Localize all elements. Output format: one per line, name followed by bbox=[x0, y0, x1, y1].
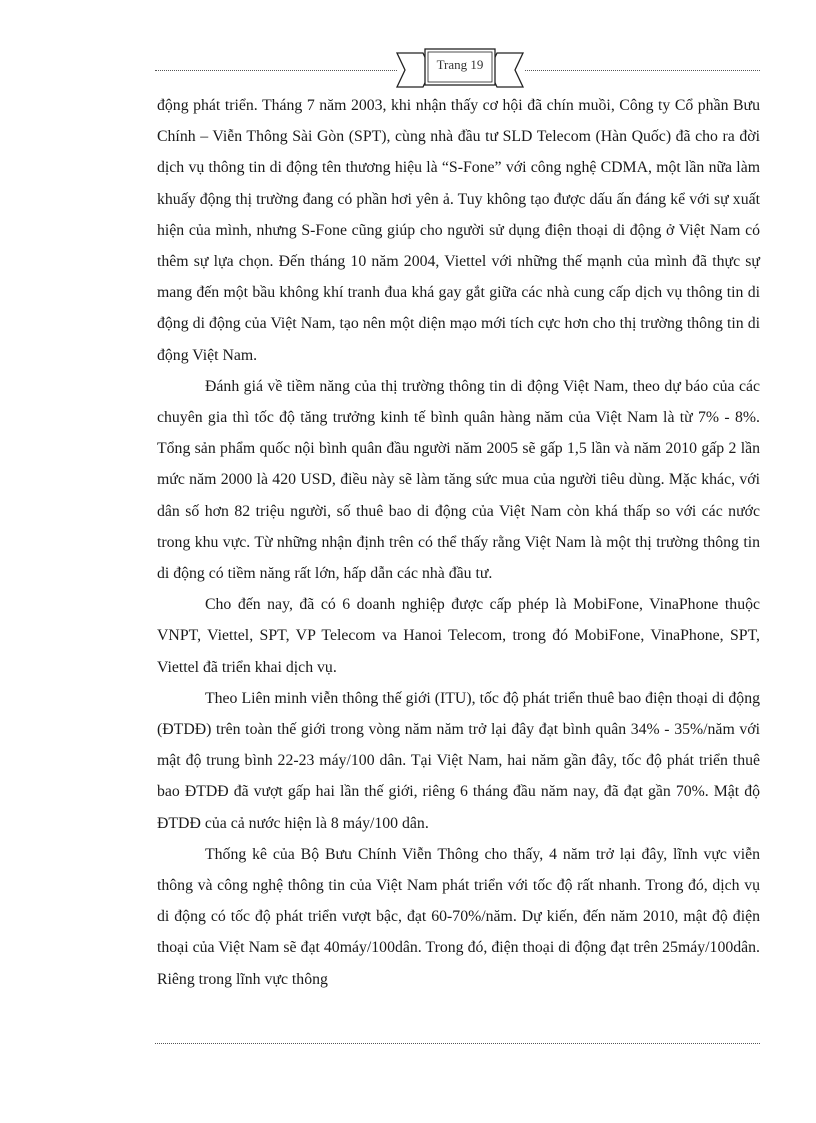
paragraph-market-potential: Đánh giá về tiềm năng của thị trường thông tin di động Việt Nam, theo dự báo của các chuyên gia thì tốc độ tăng trưởng kinh tế bình quân hàng năm của Việt Nam là từ 7% - 8%. Tổng sản phẩm quốc nội bình quân đầu người năm 2005 sẽ gấp 1,5 lần và năm 2010 gấp 2 lần mức năm 2000 là 420 USD, điều này sẽ làm tăng sức mua của người tiêu dùng. Mặc khác, với dân số hơn 82 triệu người, số thuê bao di động của Việt Nam còn khá thấp so với các nước trong khu vực. Từ những nhận định trên có thể thấy rằng Việt Nam là một thị trường thông tin di động có tiềm năng rất lớn, hấp dẫn các nhà đầu tư. bbox=[157, 377, 760, 583]
paragraph-licensed-operators: Cho đến nay, đã có 6 doanh nghiệp được cấp phép là MobiFone, VinaPhone thuộc VNPT, Viettel, SPT, VP Telecom va Hanoi Telecom, trong đó MobiFone, VinaPhone, SPT, Viettel đã triển khai dịch vụ. bbox=[157, 596, 760, 676]
paragraph-continuation: động phát triển. Tháng 7 năm 2003, khi nhận thấy cơ hội đã chín muồi, Công ty Cổ phần Bưu Chính – Viễn Thông Sài Gòn (SPT), cùng nhà đầu tư SLD Telecom (Hàn Quốc) đã cho ra đời dịch vụ thông tin di động tên thương hiệu là “S-Fone” với công nghệ CDMA, một lần nữa làm khuấy động thị trường đang có phần hơi yên ả. Tuy không tạo được dấu ấn đáng kể với sự xuất hiện của mình, nhưng S-Fone cũng giúp cho người sử dụng điện thoại di động ở Việt Nam có thêm sự lựa chọn. Đến tháng 10 năm 2004, Viettel với những thế mạnh của mình đã thực sự mang đến một bầu không khí tranh đua khá gay gắt giữa các nhà cung cấp dịch vụ thông tin di động di động của Việt Nam, tạo nên một diện mạo mới tích cực hơn cho thị trường thông tin di động Việt Nam. bbox=[157, 97, 760, 364]
header-rule-right bbox=[525, 70, 760, 71]
page-number-label: Trang 19 bbox=[436, 57, 484, 72]
paragraph-ministry-statistics: Thống kê của Bộ Bưu Chính Viễn Thông cho thấy, 4 năm trở lại đây, lĩnh vực viễn thông và công nghệ thông tin của Việt Nam phát triển với tốc độ rất nhanh. Trong đó, dịch vụ di động có tốc độ phát triển vượt bậc, đạt 60-70%/năm. Dự kiến, đến năm 2010, mật độ điện thoại của Việt Nam sẽ đạt 40máy/100dân. Trong đó, điện thoại di động đạt trên 25máy/100dân. Riêng trong lĩnh vực thông bbox=[157, 845, 760, 988]
header-rule-left bbox=[155, 70, 397, 71]
page-body bbox=[157, 90, 760, 995]
footer-rule bbox=[155, 1043, 760, 1044]
paragraph-itu-growth: Theo Liên minh viễn thông thế giới (ITU), tốc độ phát triển thuê bao điện thoại di động (ĐTDĐ) trên toàn thế giới trong vòng năm năm trở lại đây đạt bình quân 34% - 35%/năm với mật độ trung bình 22-23 máy/100 dân. Tại Việt Nam, hai năm gần đây, tốc độ phát triển thuê bao ĐTDĐ đã vượt gấp hai lần thế giới, riêng 6 tháng đầu năm nay, đã đạt gần 70%. Mật độ ĐTDĐ của cả nước hiện là 8 máy/100 dân. bbox=[157, 689, 760, 832]
page-number-badge bbox=[395, 47, 525, 93]
